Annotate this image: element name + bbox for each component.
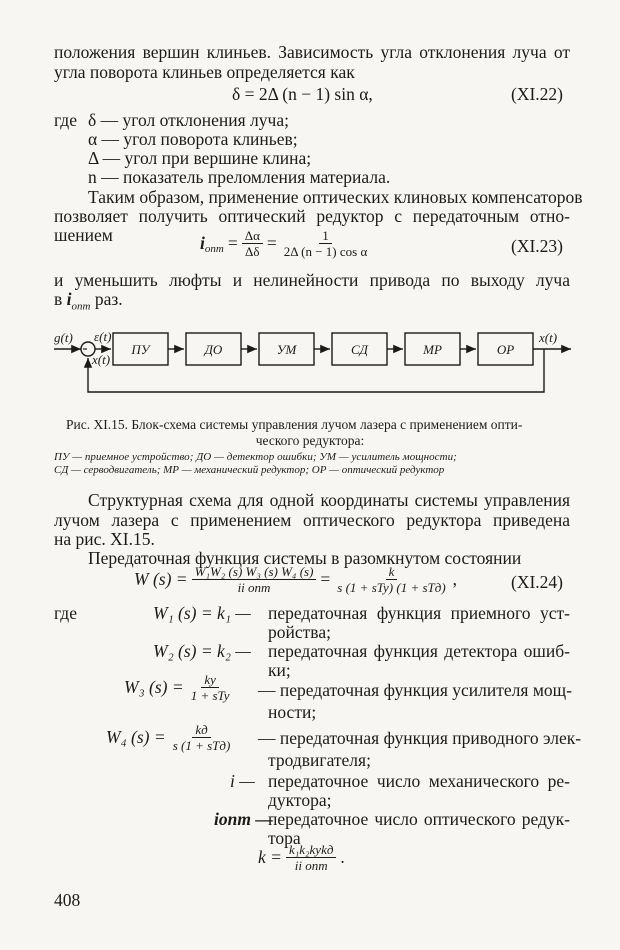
fraction-numerator: 1 <box>319 228 332 244</box>
def-w4-text2: тродвигателя; <box>268 750 371 770</box>
equation-xi24 <box>134 564 457 595</box>
fraction-denominator: 1 + sTy <box>190 688 230 703</box>
fraction-denominator: s (1 + sTy) (1 + sTд) <box>337 580 446 595</box>
def-w2-lhs: W₂ (s) = k₂ — <box>153 641 251 661</box>
fraction-denominator: ii опт <box>237 580 271 595</box>
fraction-numerator: Δα <box>242 228 263 244</box>
fraction-numerator: k₁k₂kykд <box>286 842 336 858</box>
def-delta: δ — угол отклонения луча; <box>88 110 289 130</box>
fraction-ky <box>188 672 233 703</box>
fraction-kd <box>170 722 234 753</box>
feedback-line <box>88 349 544 392</box>
fraction-k <box>334 564 448 595</box>
fraction-k-product <box>286 842 336 873</box>
def-iopt-text1: передаточное число оптического редук- <box>268 809 570 829</box>
k-lhs: k = <box>258 847 282 867</box>
where-label-2: где <box>54 603 77 623</box>
def-w4-text1: — передаточная функция приводного элек- <box>258 728 582 748</box>
equals: = <box>320 569 331 589</box>
block-label: ПУ <box>131 342 150 357</box>
para2-line1: Таким образом, применение оптических клиновых компенсаторов <box>88 187 583 207</box>
comma: , <box>452 569 458 589</box>
def-i-text2: дуктора; <box>268 790 332 810</box>
def-w3-text1: — передаточная функция усилителя мощ- <box>258 680 572 700</box>
def-w1-text2: ройства; <box>268 622 331 642</box>
para3-line2 <box>54 289 123 317</box>
page-number: 408 <box>54 890 81 910</box>
figure-caption-line2: ческого редуктора: <box>255 433 365 448</box>
label-x-output: x(t) <box>539 330 558 345</box>
para4-line1: Структурная схема для одной координаты системы управления <box>88 490 570 510</box>
equation-xi23 <box>200 228 370 259</box>
block-label: МР <box>423 342 442 357</box>
def-i-symbol: i — <box>230 771 255 791</box>
block-label: УМ <box>276 342 297 357</box>
figure-caption-line1: Рис. XI.15. Блок-схема системы управления лучом лазера с применением опти- <box>66 417 523 432</box>
def-n: n — показатель преломления материала. <box>88 167 391 187</box>
def-w1-lhs: W₁ (s) = k₁ — <box>153 603 251 623</box>
fraction-numerator: W₁W₂ (s) W₃ (s) W₄ (s) <box>192 564 317 580</box>
equation-number-xi22: (XI.22) <box>511 84 563 104</box>
i-opt-subscript: опт <box>204 242 224 255</box>
para2-line3: шением <box>54 225 113 245</box>
def-w1-text1: передаточная функция приемного уст- <box>268 603 570 623</box>
fraction-numerator: ky <box>201 672 219 688</box>
block-label: ОР <box>496 342 515 357</box>
fraction-denominator: 2Δ (n − 1) cos α <box>283 244 368 259</box>
def-w4-formula <box>106 722 233 753</box>
para4-line2: лучом лазера с применением оптического редуктора приведена <box>54 510 570 530</box>
equation-number-xi24: (XI.24) <box>511 572 563 592</box>
where-label-1: где <box>54 110 77 130</box>
fraction-one-over-cos <box>281 228 371 259</box>
fraction-denominator: Δδ <box>245 244 260 259</box>
label-x-feedback: x(t) <box>92 352 111 367</box>
def-i-text1: передаточное число механического ре- <box>268 771 570 791</box>
fraction-denominator: s (1 + sTд) <box>172 738 231 753</box>
equals-1: = <box>227 233 238 253</box>
label-epsilon: ε(t) <box>94 329 112 344</box>
i-opt-symbol: i <box>200 233 205 253</box>
def-w3-text2: ности; <box>268 702 317 722</box>
def-w2-text2: ки; <box>268 660 291 680</box>
fraction-w-product <box>192 564 317 595</box>
para3-raz: раз. <box>94 289 123 309</box>
para3-v: в <box>54 289 63 309</box>
def-iopt-symbol: iопт — <box>214 809 273 829</box>
block-label: ДО <box>204 342 223 357</box>
w-of-s: W (s) = <box>134 569 188 589</box>
equation-number-xi23: (XI.23) <box>511 236 563 256</box>
block-label: СД <box>351 342 368 357</box>
para3-line1: и уменьшить люфты и нелинейности привода по выходу луча <box>54 270 570 290</box>
k-period: . <box>340 847 345 867</box>
label-g: g(t) <box>54 330 73 345</box>
equation-xi22: δ = 2Δ (n − 1) sin α, <box>232 84 373 104</box>
fraction-dalpha-ddelta <box>242 228 263 259</box>
k-formula <box>258 842 345 873</box>
def-Delta: Δ — угол при вершине клина; <box>88 148 312 168</box>
def-w4-lhs: W₄ (s) = <box>106 727 166 747</box>
i-opt-symbol: i <box>66 289 72 309</box>
def-w2-text1: передаточная функция детектора ошиб- <box>268 641 570 661</box>
block-diagram <box>54 322 574 402</box>
para1-line2: угла поворота клиньев определяется как <box>54 62 355 82</box>
para4-line3: на рис. XI.15. <box>54 529 155 549</box>
equals-2: = <box>266 233 277 253</box>
legend-line1: ПУ — приемное устройство; ДО — детектор ошибки; УМ — усилитель мощности; <box>54 451 457 463</box>
i-opt-subscript: опт <box>71 300 91 313</box>
para2-line2: позволяет получить оптический редуктор с передаточным отно- <box>54 206 570 226</box>
para1-line1: положения вершин клиньев. Зависимость угла отклонения луча от <box>54 42 570 62</box>
para5-line1: Передаточная функция системы в разомкнутом состоянии <box>88 548 522 568</box>
fraction-numerator: kд <box>192 722 210 738</box>
def-w3-formula <box>124 672 233 703</box>
fraction-denominator: ii опт <box>294 858 328 873</box>
def-alpha: α — угол поворота клиньев; <box>88 129 298 149</box>
fraction-numerator: k <box>386 564 398 580</box>
def-w3-lhs: W₃ (s) = <box>124 677 184 697</box>
legend-line2: СД — серводвигатель; МР — механический редуктор; ОР — оптический редуктор <box>54 464 445 476</box>
def-iopt-text2: тора <box>268 828 301 848</box>
